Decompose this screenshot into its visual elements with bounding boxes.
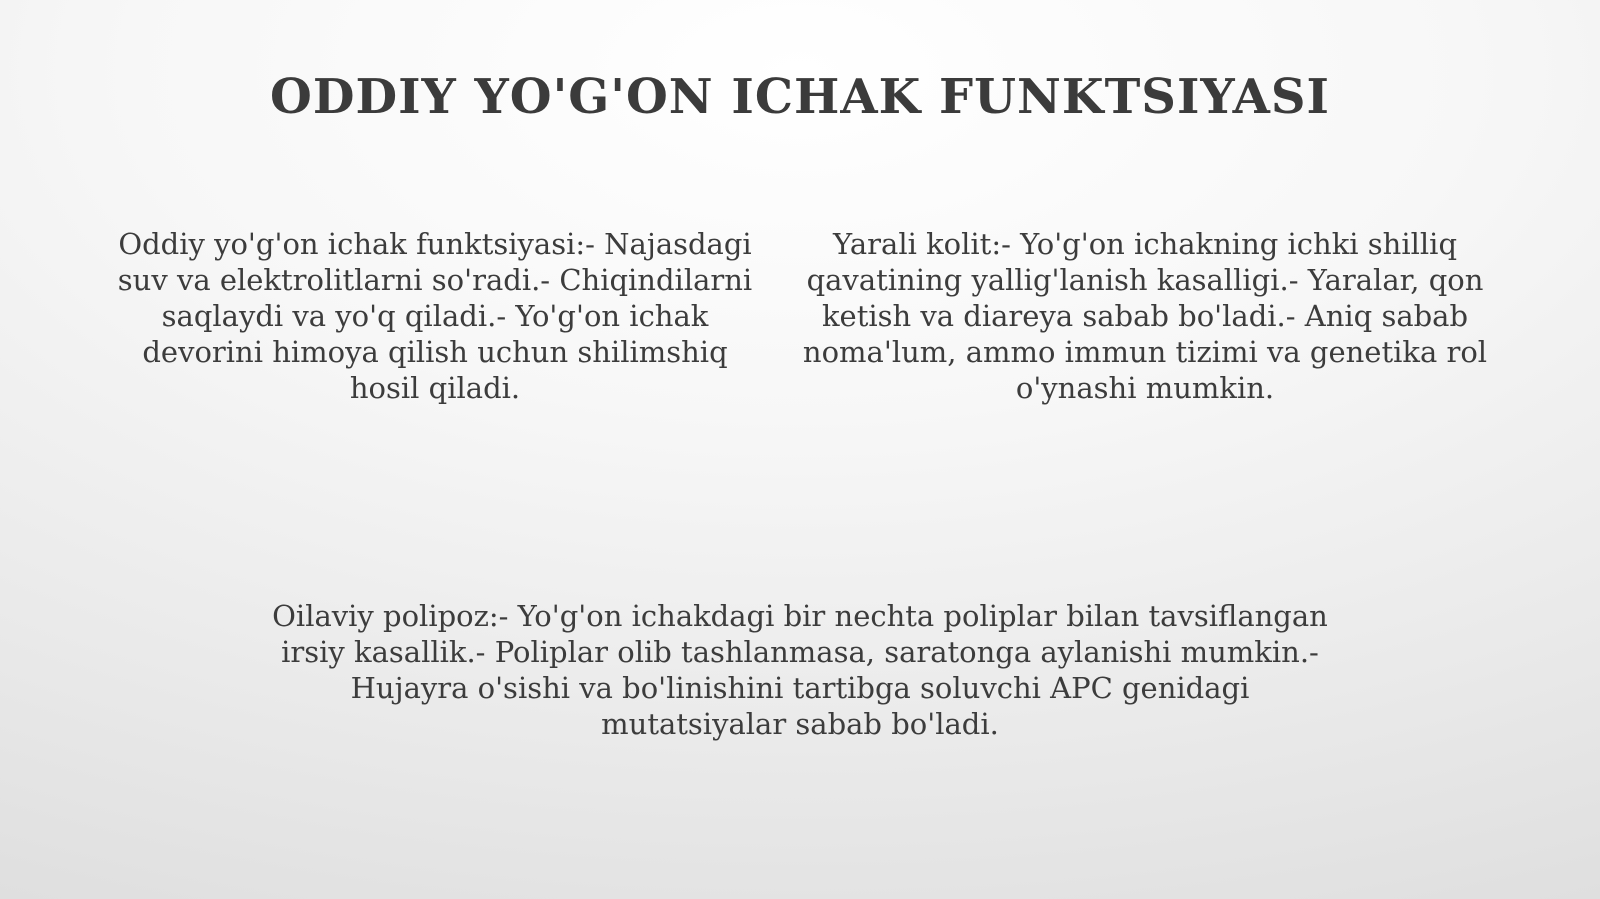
bottom-text-block: Oilaviy polipoz:- Yo'g'on ichakdagi bir nechta poliplar bilan tavsiflangan irsiy kasallik.- Poliplar olib tashlanmasa, saratonga aylanishi mumkin.- Hujayra o'sishi va bo'linishini tartibga soluvchi APC genidagi mutatsiyalar sabab bo'ladi.	[272, 599, 1328, 741]
left-text-block: Oddiy yo'g'on ichak funktsiyasi:- Najasdagi suv va elektrolitlarni so'radi.- Chiqindilarni saqlaydi va yo'q qiladi.- Yo'g'on ichak devorini himoya qilish uchun shilimshiq hosil qiladi.	[117, 227, 753, 405]
slide-title: ODDIY YO'G'ON ICHAK FUNKTSIYASI	[270, 69, 1330, 125]
right-text-block: Yarali kolit:- Yo'g'on ichakning ichki shilliq qavatining yallig'lanish kasalligi.- Yaralar, qon ketish va diareya sabab bo'ladi.- Aniq sabab noma'lum, ammo immun tizimi va genetika rol o'ynashi mumkin.	[802, 227, 1488, 405]
